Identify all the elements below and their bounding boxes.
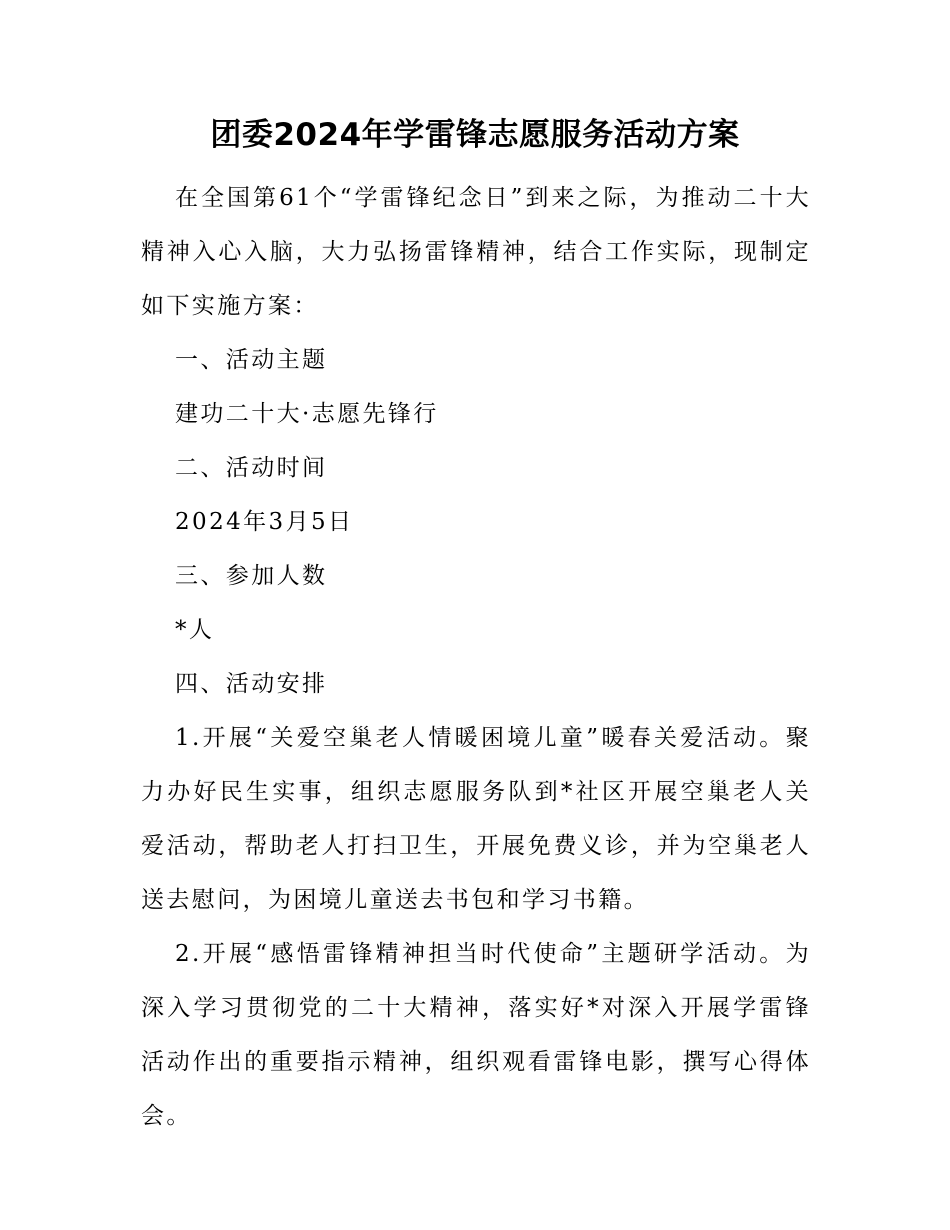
intro-paragraph: 在全国第61个“学雷锋纪念日”到来之际，为推动二十大精神入心入脑，大力弘扬雷锋精神，结合工作实际，现制定如下实施方案： [141,185,811,319]
arrangement-item-2: 2.开展“感悟雷锋精神担当时代使命”主题研学活动。为深入学习贯彻党的二十大精神，落实好*对深入开展学雷锋活动作出的重要指示精神，组织观看雷锋电影，撰写心得体会。 [141,941,811,1129]
participants-text: *人 [175,617,215,643]
section-heading-time: 二、活动时间 [175,455,328,481]
arrangement-item-1: 1.开展“关爱空巢老人情暖困境儿童”暖春关爱活动。聚力办好民生实事，组织志愿服务队到*社区开展空巢老人关爱活动，帮助老人打扫卫生，开展免费义诊，并为空巢老人送去慰问，为困境儿童送去书包和学习书籍。 [141,725,811,913]
section-heading-participants: 三、参加人数 [175,563,328,589]
section-heading-theme: 一、活动主题 [175,347,328,373]
document-body [141,171,811,1143]
time-text: 2024年3月5日 [175,509,354,535]
theme-text: 建功二十大·志愿先锋行 [175,401,439,427]
section-heading-arrangement: 四、活动安排 [175,671,328,697]
document-title: 团委2024年学雷锋志愿服务活动方案 [210,117,740,153]
